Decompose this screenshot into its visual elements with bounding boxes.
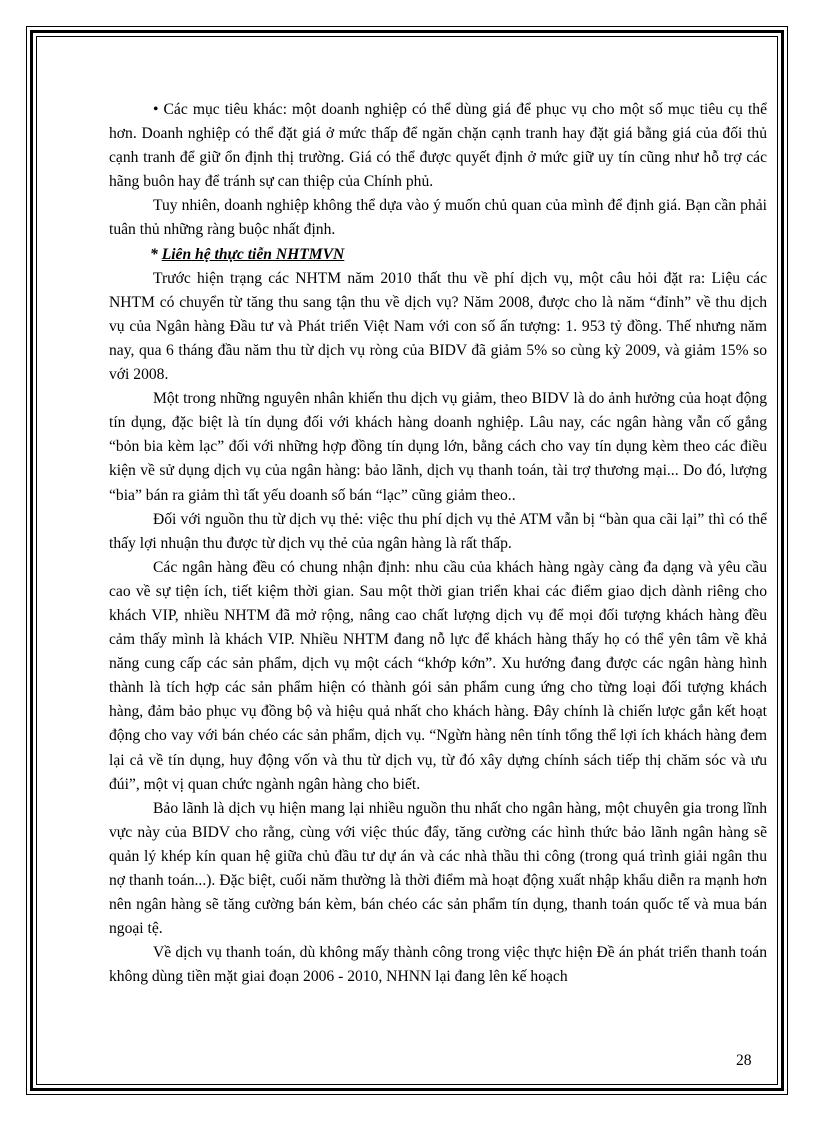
paragraph-payment-services: Về dịch vụ thanh toán, dù không mấy thành công trong việc thực hiện Đề án phát triển thanh toán không dùng tiền mặt giai đoạn 2006 - 2010, NHNN lại đang lên kế hoạch [109, 944, 767, 986]
document-body [109, 98, 767, 989]
heading-star: * [150, 245, 162, 263]
paragraph-revenue-loss: Trước hiện trạng các NHTM năm 2010 thất thu về phí dịch vụ, một câu hỏi đặt ra: Liệu các NHTM có chuyển từ tăng thu sang tận thu về dịch vụ? Năm 2008, được cho là năm “đỉnh” về thu dịch vụ của Ngân hàng Đầu tư và Phát triển Việt Nam với con số ấn tượng: 1. 953 tỷ đồng. Thế nhưng năm nay, qua 6 tháng đầu năm thu từ dịch vụ ròng của BIDV đã giảm 5% so cùng kỳ 2009, và giảm 15% so với 2008. [109, 269, 767, 384]
paragraph-card-services: Đối với nguồn thu từ dịch vụ thẻ: việc thu phí dịch vụ thẻ ATM vẫn bị “bàn qua cãi lại” thì có thể thấy lợi nhuận thu được từ dịch vụ thẻ của ngân hàng là rất thấp. [109, 510, 767, 552]
paragraph-however: Tuy nhiên, doanh nghiệp không thể dựa vào ý muốn chủ quan của mình để định giá. Bạn cần phải tuân thủ những ràng buộc nhất định. [109, 197, 767, 239]
paragraph-customer-needs: Các ngân hàng đều có chung nhận định: nhu cầu của khách hàng ngày càng đa dạng và yêu cầu cao về sự tiện ích, tiết kiệm thời gian. Sau một thời gian triển khai các điểm giao dịch dành riêng cho khách VIP, nhiều NHTM đã mở rộng, nâng cao chất lượng dịch vụ để mọi đối tượng khách hàng đều cảm thấy mình là khách VIP. Nhiều NHTM đang nỗ lực để khách hàng thấy họ có thể yên tâm về khả năng cung cấp các sản phẩm, dịch vụ một cách “khớp kớn”. Xu hướng đang được các ngân hàng hình thành là tích hợp các sản phẩm hiện có thành gói sản phẩm cung ứng cho từng loại đối tượng khách hàng, đảm bảo phục vụ đồng bộ và hiệu quả nhất cho khách hàng. Đây chính là chiến lược gắn kết hoạt động cho vay với bán chéo các sản phẩm, dịch vụ. “Ngừn hàng nên tính tổng thể lợi ích khách hàng đem lại cả về tín dụng, huy động vốn và thu từ dịch vụ, từ đó xây dựng chính sách tiếp thị chăm sóc và ưu đúi”, một vị quan chức ngành ngân hàng cho biết. [109, 558, 767, 793]
paragraph-guarantees: Bảo lãnh là dịch vụ hiện mang lại nhiều nguồn thu nhất cho ngân hàng, một chuyên gia trong lĩnh vực này của BIDV cho rằng, cùng với việc thúc đẩy, tăng cường các hình thức bảo lãnh ngân hàng sẽ quản lý khép kín quan hệ giữa chủ đầu tư dự án và các nhà thầu thi công (trong quá trình giải ngân thu nợ thanh toán...). Đặc biệt, cuối năm thường là thời điểm mà hoạt động xuất nhập khẩu diễn ra mạnh hơn nên ngân hàng sẽ tăng cường bán kèm, bán chéo các sản phẩm tín dụng, thanh toán quốc tế và mua bán ngoại tệ. [109, 799, 767, 938]
paragraph-causes: Một trong những nguyên nhân khiến thu dịch vụ giảm, theo BIDV là do ảnh hưởng của hoạt động tín dụng, đặc biệt là tín dụng đối với khách hàng doanh nghiệp. Lâu nay, các ngân hàng vẫn cố gắng “bỏn bia kèm lạc” đối với những hợp đồng tín dụng lớn, bằng cách cho vay tín dụng kèm theo các điều kiện về sử dụng dịch vụ của ngân hàng: bảo lãnh, dịch vụ thanh toán, tài trợ thương mại... Do đó, lượng “bia” bán ra giảm thì tất yếu doanh số bán “lạc” cũng giảm theo.. [109, 390, 767, 504]
section-heading [109, 243, 767, 267]
heading-title: Liên hệ thực tiễn NHTMVN [161, 245, 345, 263]
page-number: 28 [736, 1052, 752, 1069]
paragraph-other-objectives: • Các mục tiêu khác: một doanh nghiệp có thể dùng giá để phục vụ cho một số mục tiêu cụ thể hơn. Doanh nghiệp có thể đặt giá ở mức thấp để ngăn chặn cạnh tranh hay đặt giá bằng giá của đối thủ cạnh tranh để giữ ổn định thị trường. Giá có thể được quyết định ở mức giữ uy tín cũng như hỗ trợ các hãng buôn hay để tránh sự can thiệp của Chính phủ. [109, 101, 767, 191]
